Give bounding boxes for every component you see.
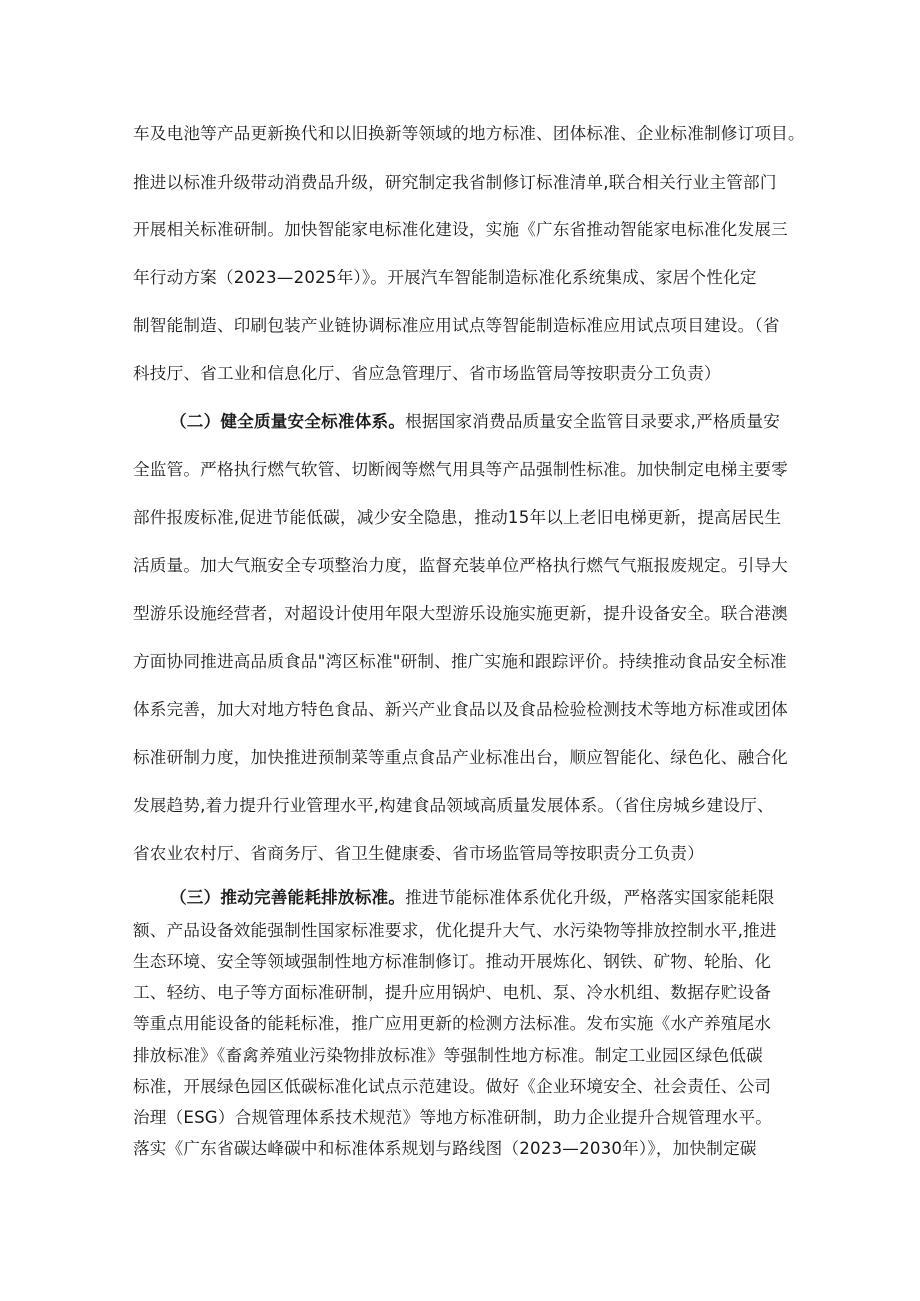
- paragraph-2-line-5: 型游乐设施经营者，对超设计使用年限大型游乐设施实施更新，提升设备安全。联合港澳: [133, 604, 788, 623]
- paragraph-2-line-10: 省农业农村厅、省商务厅、省卫生健康委、省市场监管局等按职责分工负责）: [133, 844, 704, 863]
- section-heading-3: （三）推动完善能耗排放标准。: [170, 888, 406, 907]
- paragraph-2-line-8: 标准研制力度，加快推进预制菜等重点食品产业标准出台，顺应智能化、绿色化、融合化: [133, 748, 788, 767]
- paragraph-3-line-2: 额、产品设备效能强制性国家标准要求，优化提升大气、水污染物等排放控制水平,推进: [133, 921, 777, 940]
- paragraph-2-line-4: 活质量。加大气瓶安全专项整治力度，监督充装单位严格执行燃气气瓶报废规定。引导大: [133, 556, 788, 575]
- paragraph-3-line-9: 落实《广东省碳达峰碳中和标准体系规划与路线图（2023—2030年）》，加快制定碳: [133, 1139, 757, 1158]
- paragraph-2-line-7: 体系完善，加大对地方特色食品、新兴产业食品以及食品检验检测技术等地方标准或团体: [133, 700, 788, 719]
- paragraph-1-line-4: 年行动方案（2023—2025年）》。开展汽车智能制造标准化系统集成、家居个性化定: [133, 268, 757, 287]
- paragraph-1-line-1: 车及电池等产品更新换代和以旧换新等领域的地方标准、团体标准、企业标准制修订项目。: [133, 124, 805, 143]
- paragraph-3-line-6: 排放标准》《畜禽养殖业污染物排放标准》等强制性地方标准。制定工业园区绿色低碳: [133, 1046, 763, 1065]
- paragraph-3-line-8: 治理（ESG）合规管理体系技术规范》等地方标准研制，助力企业提升合规管理水平。: [133, 1108, 773, 1127]
- paragraph-3-line-5: 等重点用能设备的能耗标准，推广应用更新的检测方法标准。发布实施《水产养殖尾水: [133, 1014, 772, 1033]
- paragraph-2-first-line-text: 根据国家消费品质量安全监管目录要求,严格质量安: [405, 412, 781, 431]
- paragraph-1-line-2: 推进以标准升级带动消费品升级，研究制定我省制修订标准清单,联合相关行业主管部门: [133, 173, 777, 192]
- paragraph-3-line-7: 标准，开展绿色园区低碳标准化试点示范建设。做好《企业环境安全、社会责任、公司: [133, 1077, 772, 1096]
- paragraph-1-line-3: 开展相关标准研制。加快智能家电标准化建设，实施《广东省推动智能家电标准化发展三: [133, 220, 788, 239]
- paragraph-2-line-6: 方面协同推进高品质食品"湾区标准"研制、推广实施和跟踪评价。持续推动食品安全标准: [133, 652, 787, 671]
- paragraph-3-first-line: [170, 887, 775, 909]
- paragraph-3-line-4: 工、轻纺、电子等方面标准研制，提升应用锅炉、电机、泵、冷水机组、数据存贮设备: [133, 983, 772, 1002]
- section-heading-2: （二）健全质量安全标准体系。: [170, 412, 406, 431]
- paragraph-2-line-9: 发展趋势,着力提升行业管理水平,构建食品领域高质量发展体系。（省住房城乡建设厅、: [133, 796, 774, 815]
- paragraph-2-first-line: [170, 411, 780, 433]
- paragraph-1-line-5: 制智能制造、印刷包装产业链协调标准应用试点等智能制造标准应用试点项目建设。（省: [133, 316, 780, 335]
- paragraph-2-line-2: 全监管。严格执行燃气软管、切断阀等燃气用具等产品强制性标准。加快制定电梯主要零: [133, 460, 788, 479]
- paragraph-3-line-3: 生态环境、安全等领域强制性地方标准制修订。推动开展炼化、钢铁、矿物、轮胎、化: [133, 952, 772, 971]
- paragraph-3-first-line-text: 推进节能标准体系优化升级，严格落实国家能耗限: [405, 888, 775, 907]
- paragraph-2-line-3: 部件报废标准,促进节能低碳，减少安全隐患，推动15年以上老旧电梯更新，提高居民生: [133, 508, 782, 527]
- paragraph-1-line-6: 科技厅、省工业和信息化厅、省应急管理厅、省市场监管局等按职责分工负责）: [133, 364, 721, 383]
